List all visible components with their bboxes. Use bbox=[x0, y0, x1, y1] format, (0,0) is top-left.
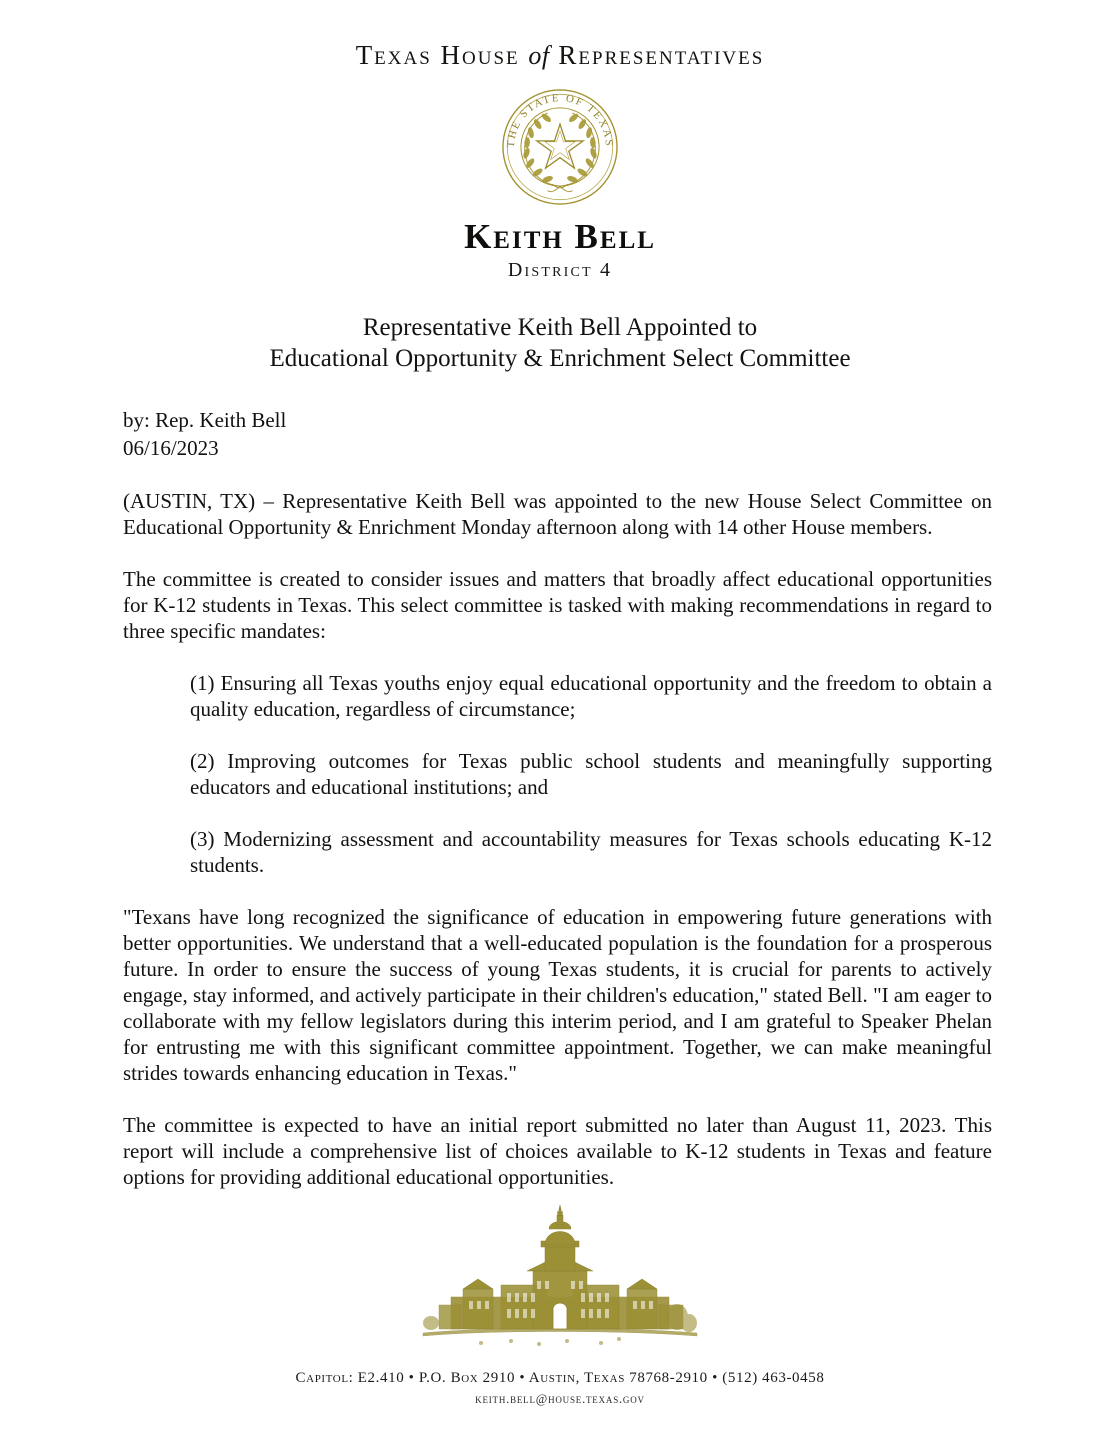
page-title-line-2: Educational Opportunity & Enrichment Select Committee bbox=[269, 345, 851, 372]
seal-container bbox=[0, 85, 1120, 209]
organization-title-post: Representatives bbox=[549, 40, 765, 70]
byline bbox=[123, 406, 992, 462]
paragraph-intro: (AUSTIN, TX) – Representative Keith Bell was appointed to the new House Select Committee on Educational Opportunity & Enrichment Monday afternoon along with 14 other House members. bbox=[123, 489, 992, 539]
organization-title bbox=[0, 40, 1120, 71]
mandate-item-3: (3) Modernizing assessment and accountability measures for Texas schools educating K-12 students. bbox=[190, 827, 992, 877]
page-title bbox=[0, 312, 1120, 374]
state-seal-icon bbox=[498, 85, 622, 209]
organization-title-of: of bbox=[528, 41, 550, 70]
document-body bbox=[123, 406, 992, 1190]
capitol-illustration-container bbox=[0, 1205, 1120, 1355]
organization-title-pre: Texas House bbox=[355, 40, 529, 70]
representative-name: Keith Bell bbox=[464, 217, 656, 256]
footer bbox=[0, 1370, 1120, 1407]
district-label: District 4 bbox=[507, 259, 613, 281]
footer-email: keith.bell@house.texas.gov bbox=[475, 1392, 645, 1406]
letterhead bbox=[0, 0, 1120, 282]
byline-date: 06/16/2023 bbox=[123, 436, 219, 460]
byline-author: by: Rep. Keith Bell bbox=[123, 408, 287, 432]
svg-text:THE STATE OF TEXAS: THE STATE OF TEXAS bbox=[504, 91, 616, 148]
mandate-item-2: (2) Improving outcomes for Texas public school students and meaningfully supporting educators and educational institutions; and bbox=[190, 749, 992, 799]
page-title-line-1: Representative Keith Bell Appointed to bbox=[362, 314, 758, 341]
mandate-item-1: (1) Ensuring all Texas youths enjoy equal educational opportunity and the freedom to obtain a quality education, regardless of circumstance; bbox=[190, 671, 992, 721]
paragraph-report-timeline: The committee is expected to have an initial report submitted no later than August 11, 2023. This report will include a comprehensive list of choices available to K-12 students in Texas and feature options for providing additional educational opportunities. bbox=[123, 1113, 992, 1189]
paragraph-committee-purpose: The committee is created to consider issues and matters that broadly affect educational opportunities for K-12 students in Texas. This select committee is tasked with making recommendations in regard to three specific mandates: bbox=[123, 567, 992, 643]
paragraph-quote: "Texans have long recognized the significance of education in empowering future generations with better opportunities. We understand that a well-educated population is the foundation for a prosperous future. In order to ensure the success of young Texas students, it is crucial for parents to actively engage, stay informed, and actively participate in their children's education," stated Bell. "I am eager to collaborate with my fellow legislators during this interim period, and I am grateful to Speaker Phelan for entrusting me with this significant committee appointment. Together, we can make meaningful strides towards enhancing education in Texas." bbox=[123, 905, 992, 1085]
texas-capitol-icon bbox=[415, 1205, 705, 1355]
footer-address: Capitol: E2.410 • P.O. Box 2910 • Austin, Texas 78768-2910 • (512) 463-0458 bbox=[295, 1370, 825, 1386]
